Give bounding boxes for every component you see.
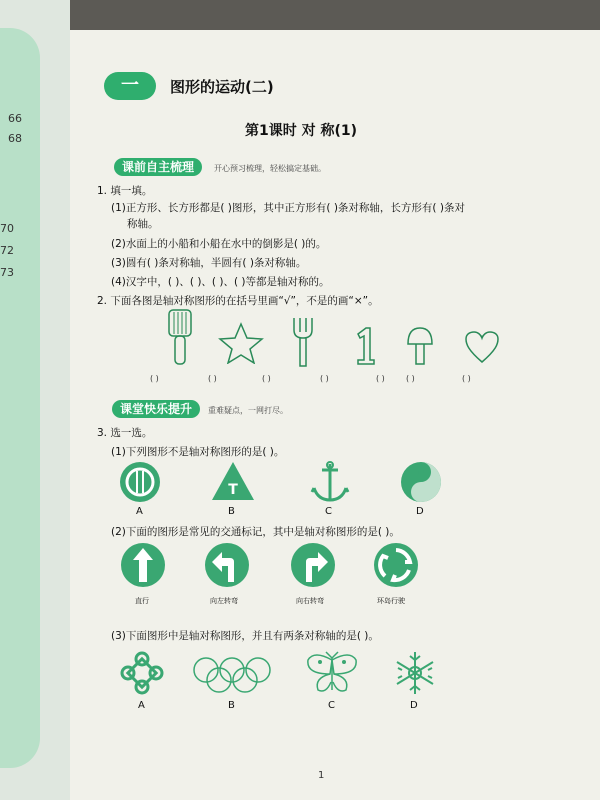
q3-sub-1: (1)下列图形不是轴对称图形的是( )。 <box>111 446 285 458</box>
option-b[interactable]: B <box>228 506 235 517</box>
yin-yang-figure <box>400 461 442 503</box>
olympic-rings-figure <box>192 654 272 694</box>
sign-label: 环岛行驶 <box>377 597 405 605</box>
heart-figure <box>464 330 500 364</box>
bank-logo-figure <box>119 461 161 503</box>
section-subtitle-preview: 开心预习梳理，轻松搞定基础。 <box>214 164 326 173</box>
answer-paren[interactable]: ( ) <box>376 374 385 383</box>
sign-label: 向左转弯 <box>210 597 238 605</box>
question-2-title: 2. 下面各图是轴对称图形的在括号里画“√”，不是的画“×”。 <box>97 295 379 307</box>
option-a[interactable]: A <box>138 700 145 711</box>
roundabout-sign <box>373 542 419 588</box>
margin-number: 66 <box>8 112 22 125</box>
chapter-badge: 一 <box>104 72 156 100</box>
option-b[interactable]: B <box>228 700 235 711</box>
left-turn-sign <box>204 542 250 588</box>
margin-number: 68 <box>8 132 22 145</box>
answer-paren[interactable]: ( ) <box>208 374 217 383</box>
margin-number: 72 <box>0 244 14 257</box>
option-c[interactable]: C <box>328 700 335 711</box>
q1-line-3: (3)圆有( )条对称轴，半圆有( )条对称轴。 <box>111 257 307 269</box>
section-heading-class: 课堂快乐提升 <box>112 400 200 418</box>
question-3-title: 3. 选一选。 <box>97 427 153 439</box>
comb-figure <box>165 308 195 368</box>
mushroom-figure <box>406 326 434 366</box>
q1-line-4: (4)汉字中，( )、( )、( )、( )等都是轴对称的。 <box>111 276 330 288</box>
star-figure <box>218 322 264 364</box>
left-page-edge <box>0 0 70 800</box>
answer-paren[interactable]: ( ) <box>150 374 159 383</box>
option-d[interactable]: D <box>416 506 424 517</box>
number-one-figure <box>352 326 378 366</box>
answer-paren[interactable]: ( ) <box>406 374 415 383</box>
straight-arrow-sign <box>120 542 166 588</box>
sign-label: 向右转弯 <box>296 597 324 605</box>
answer-paren[interactable]: ( ) <box>320 374 329 383</box>
option-d[interactable]: D <box>410 700 418 711</box>
q1-line-1b: 称轴。 <box>127 218 159 230</box>
q1-line-2: (2)水面上的小船和小船在水中的倒影是( )的。 <box>111 238 327 250</box>
sign-label: 直行 <box>135 597 149 605</box>
right-turn-sign <box>290 542 336 588</box>
q3-sub-3: (3)下面图形中是轴对称图形，并且有两条对称轴的是( )。 <box>111 630 379 642</box>
question-1-title: 1. 填一填。 <box>97 185 153 197</box>
answer-paren[interactable]: ( ) <box>462 374 471 383</box>
margin-number: 70 <box>0 222 14 235</box>
fork-figure <box>290 316 316 368</box>
chinese-knot-figure <box>118 650 166 696</box>
butterfly-figure <box>304 650 360 696</box>
triangle-letter: T <box>228 482 238 498</box>
snowflake-figure <box>392 650 438 696</box>
margin-number: 73 <box>0 266 14 279</box>
option-a[interactable]: A <box>136 506 143 517</box>
q1-line-1: (1)正方形、长方形都是( )图形，其中正方形有( )条对称轴，长方形有( )条对 <box>111 202 465 214</box>
option-c[interactable]: C <box>325 506 332 517</box>
chapter-title: 图形的运动(二) <box>170 78 274 96</box>
triangle-sign-figure <box>210 460 256 502</box>
lesson-title: 第1课时 对 称(1) <box>245 123 358 139</box>
anchor-figure <box>310 460 350 504</box>
section-heading-preview: 课前自主梳理 <box>114 158 202 176</box>
answer-paren[interactable]: ( ) <box>262 374 271 383</box>
q3-sub-2: (2)下面的图形是常见的交通标记，其中是轴对称图形的是( )。 <box>111 526 400 538</box>
section-subtitle-class: 重难疑点，一网打尽。 <box>208 406 288 415</box>
page-number: 1 <box>318 770 325 781</box>
